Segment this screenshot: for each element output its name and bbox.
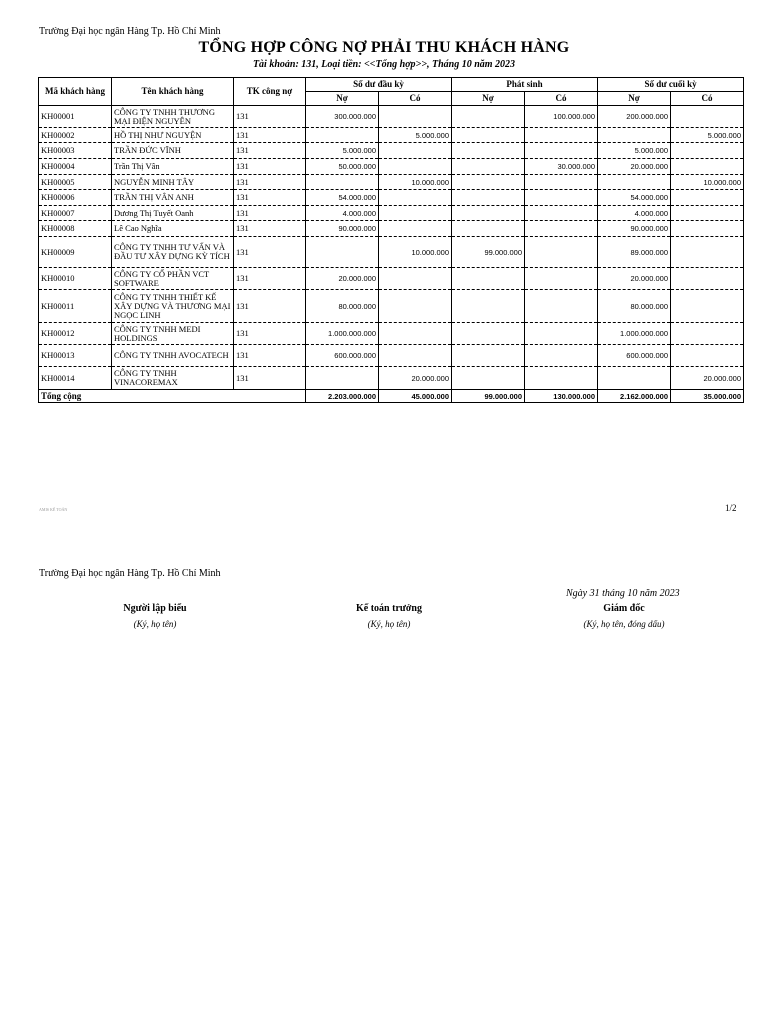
cell-account: 131 xyxy=(234,345,306,367)
cell-open-credit xyxy=(379,323,452,345)
cell-name: CÔNG TY TNHH THƯƠNG MẠI ĐIỆN NGUYÊN xyxy=(112,106,234,128)
cell-account: 131 xyxy=(234,128,306,143)
cell-code: KH00003 xyxy=(39,143,112,159)
cell-mv-debit xyxy=(452,221,525,237)
cell-close-debit: 80.000.000 xyxy=(598,290,671,323)
cell-close-credit xyxy=(671,206,744,221)
cell-mv-credit: 30.000.000 xyxy=(525,159,598,175)
table-row xyxy=(39,128,744,143)
cell-name: Dương Thị Tuyết Oanh xyxy=(112,206,234,221)
cell-mv-debit xyxy=(452,367,525,390)
cell-mv-debit xyxy=(452,323,525,345)
cell-open-credit: 10.000.000 xyxy=(379,237,452,268)
cell-code: KH00012 xyxy=(39,323,112,345)
cell-code: KH00010 xyxy=(39,268,112,290)
cell-open-debit: 54.000.000 xyxy=(306,190,379,206)
cell-mv-debit: 99.000.000 xyxy=(452,237,525,268)
cell-mv-debit xyxy=(452,206,525,221)
total-open-credit: 45.000.000 xyxy=(379,390,452,403)
organization-name: Trường Đại học ngân Hàng Tp. Hồ Chí Minh xyxy=(39,26,221,37)
cell-open-debit: 600.000.000 xyxy=(306,345,379,367)
table-row xyxy=(39,175,744,190)
cell-account: 131 xyxy=(234,221,306,237)
cell-close-credit xyxy=(671,143,744,159)
cell-open-debit: 300.000.000 xyxy=(306,106,379,128)
cell-account: 131 xyxy=(234,367,306,390)
header-customer-name: Tên khách hàng xyxy=(112,78,234,106)
cell-mv-debit xyxy=(452,143,525,159)
cell-open-debit xyxy=(306,128,379,143)
signer-hint: (Ký, họ tên) xyxy=(367,619,411,629)
cell-close-credit: 10.000.000 xyxy=(671,175,744,190)
report-date: Ngày 31 tháng 10 năm 2023 xyxy=(566,588,680,599)
cell-name: NGUYỄN MINH TÂY xyxy=(112,175,234,190)
signer-role: Kế toán trưởng xyxy=(356,603,422,614)
cell-close-credit: 20.000.000 xyxy=(671,367,744,390)
table-row xyxy=(39,323,744,345)
cell-open-credit xyxy=(379,106,452,128)
header-movement-credit: Có xyxy=(525,92,598,106)
cell-open-credit: 20.000.000 xyxy=(379,367,452,390)
cell-open-debit xyxy=(306,237,379,268)
cell-code: KH00014 xyxy=(39,367,112,390)
cell-name: CÔNG TY TNHH VINACOREMAX xyxy=(112,367,234,390)
cell-open-debit: 80.000.000 xyxy=(306,290,379,323)
signature-chief-accountant xyxy=(289,603,489,629)
cell-code: KH00002 xyxy=(39,128,112,143)
cell-open-credit: 5.000.000 xyxy=(379,128,452,143)
cell-close-credit xyxy=(671,159,744,175)
cell-mv-debit xyxy=(452,128,525,143)
cell-account: 131 xyxy=(234,106,306,128)
cell-mv-debit xyxy=(452,175,525,190)
table-row xyxy=(39,106,744,128)
cell-mv-credit xyxy=(525,143,598,159)
report-subtitle: Tài khoản: 131, Loại tiền: <<Tổng hợp>>, Tháng 10 năm 2023 xyxy=(252,59,516,70)
cell-mv-credit: 100.000.000 xyxy=(525,106,598,128)
table-row xyxy=(39,221,744,237)
total-row xyxy=(39,390,744,403)
cell-open-debit: 20.000.000 xyxy=(306,268,379,290)
cell-code: KH00009 xyxy=(39,237,112,268)
cell-close-debit: 200.000.000 xyxy=(598,106,671,128)
page-number: 1/2 xyxy=(725,503,737,513)
cell-mv-credit xyxy=(525,237,598,268)
cell-code: KH00004 xyxy=(39,159,112,175)
header-closing-credit: Có xyxy=(671,92,744,106)
total-open-debit: 2.203.000.000 xyxy=(306,390,379,403)
cell-account: 131 xyxy=(234,175,306,190)
footer-organization-name: Trường Đại học ngân Hàng Tp. Hồ Chí Minh xyxy=(39,568,221,579)
cell-mv-debit xyxy=(452,159,525,175)
signature-preparer xyxy=(55,603,255,629)
cell-open-credit xyxy=(379,345,452,367)
table-row xyxy=(39,159,744,175)
cell-close-credit: 5.000.000 xyxy=(671,128,744,143)
cell-close-credit xyxy=(671,190,744,206)
total-label: Tổng cộng xyxy=(39,390,306,403)
cell-open-credit xyxy=(379,290,452,323)
cell-close-debit xyxy=(598,128,671,143)
cell-mv-credit xyxy=(525,190,598,206)
cell-open-credit xyxy=(379,206,452,221)
cell-name: CÔNG TY TNHH THIẾT KẾ XÂY DỰNG VÀ THƯƠNG MẠI NGỌC LINH xyxy=(112,290,234,323)
cell-mv-debit xyxy=(452,268,525,290)
table-row xyxy=(39,206,744,221)
cell-code: KH00011 xyxy=(39,290,112,323)
header-customer-code: Mã khách hàng xyxy=(39,78,112,106)
table-row xyxy=(39,367,744,390)
cell-code: KH00001 xyxy=(39,106,112,128)
cell-close-debit: 4.000.000 xyxy=(598,206,671,221)
cell-account: 131 xyxy=(234,268,306,290)
cell-close-credit xyxy=(671,290,744,323)
header-movement-debit: Nợ xyxy=(452,92,525,106)
cell-account: 131 xyxy=(234,159,306,175)
cell-open-credit xyxy=(379,190,452,206)
cell-close-debit: 20.000.000 xyxy=(598,159,671,175)
cell-account: 131 xyxy=(234,206,306,221)
cell-close-credit xyxy=(671,221,744,237)
cell-code: KH00007 xyxy=(39,206,112,221)
cell-name: HỒ THỊ NHƯ NGUYỆN xyxy=(112,128,234,143)
report-title: TỔNG HỢP CÔNG NỢ PHẢI THU KHÁCH HÀNG xyxy=(198,39,570,56)
cell-code: KH00008 xyxy=(39,221,112,237)
cell-close-debit xyxy=(598,367,671,390)
cell-close-debit: 5.000.000 xyxy=(598,143,671,159)
cell-mv-debit xyxy=(452,106,525,128)
cell-close-credit xyxy=(671,237,744,268)
cell-mv-debit xyxy=(452,190,525,206)
table-row xyxy=(39,143,744,159)
header-opening-debit: Nợ xyxy=(306,92,379,106)
cell-code: KH00005 xyxy=(39,175,112,190)
cell-open-debit: 1.000.000.000 xyxy=(306,323,379,345)
cell-mv-debit xyxy=(452,345,525,367)
cell-mv-credit xyxy=(525,323,598,345)
cell-open-debit xyxy=(306,175,379,190)
cell-mv-credit xyxy=(525,206,598,221)
cell-mv-credit xyxy=(525,290,598,323)
cell-mv-credit xyxy=(525,268,598,290)
signer-role: Người lập biểu xyxy=(123,603,187,614)
header-opening-credit: Có xyxy=(379,92,452,106)
cell-close-credit xyxy=(671,106,744,128)
cell-close-debit xyxy=(598,175,671,190)
cell-close-credit xyxy=(671,268,744,290)
signer-hint: (Ký, họ tên, đóng dấu) xyxy=(583,619,665,629)
cell-name: CÔNG TY TNHH AVOCATECH xyxy=(112,345,234,367)
table-row xyxy=(39,268,744,290)
cell-close-credit xyxy=(671,323,744,345)
cell-open-debit: 4.000.000 xyxy=(306,206,379,221)
cell-name: CÔNG TY TNHH TƯ VẤN VÀ ĐẦU TƯ XÂY DỰNG KỲ TÍCH xyxy=(112,237,234,268)
cell-code: KH00013 xyxy=(39,345,112,367)
cell-name: CÔNG TY TNHH MEDI HOLDINGS xyxy=(112,323,234,345)
cell-close-debit: 54.000.000 xyxy=(598,190,671,206)
cell-open-debit: 50.000.000 xyxy=(306,159,379,175)
cell-name: Lê Cao Nghĩa xyxy=(112,221,234,237)
signer-role: Giám đốc xyxy=(603,603,645,614)
cell-close-debit: 600.000.000 xyxy=(598,345,671,367)
cell-account: 131 xyxy=(234,190,306,206)
cell-name: TRẦN THỊ VÂN ANH xyxy=(112,190,234,206)
cell-name: CÔNG TY CỔ PHẦN VCT SOFTWARE xyxy=(112,268,234,290)
cell-mv-credit xyxy=(525,128,598,143)
cell-close-credit xyxy=(671,345,744,367)
cell-mv-debit xyxy=(452,290,525,323)
cell-mv-credit xyxy=(525,345,598,367)
header-movement: Phát sinh xyxy=(452,78,598,92)
cell-code: KH00006 xyxy=(39,190,112,206)
table-row xyxy=(39,237,744,268)
cell-open-credit xyxy=(379,143,452,159)
header-closing-debit: Nợ xyxy=(598,92,671,106)
cell-mv-credit xyxy=(525,221,598,237)
table-row xyxy=(39,290,744,323)
cell-open-debit: 90.000.000 xyxy=(306,221,379,237)
total-close-credit: 35.000.000 xyxy=(671,390,744,403)
cell-mv-credit xyxy=(525,367,598,390)
total-close-debit: 2.162.000.000 xyxy=(598,390,671,403)
header-opening-balance: Số dư đầu kỳ xyxy=(306,78,452,92)
signature-director xyxy=(524,603,724,629)
cell-close-debit: 20.000.000 xyxy=(598,268,671,290)
cell-open-credit xyxy=(379,159,452,175)
table-row xyxy=(39,345,744,367)
cell-account: 131 xyxy=(234,290,306,323)
cell-open-debit: 5.000.000 xyxy=(306,143,379,159)
cell-account: 131 xyxy=(234,237,306,268)
cell-mv-credit xyxy=(525,175,598,190)
cell-name: Trần Thị Vân xyxy=(112,159,234,175)
software-note: AMIS KẾ TOÁN xyxy=(39,507,68,512)
receivables-table xyxy=(38,77,744,403)
cell-account: 131 xyxy=(234,323,306,345)
signer-hint: (Ký, họ tên) xyxy=(133,619,177,629)
cell-open-credit: 10.000.000 xyxy=(379,175,452,190)
total-mv-debit: 99.000.000 xyxy=(452,390,525,403)
cell-open-credit xyxy=(379,268,452,290)
cell-close-debit: 90.000.000 xyxy=(598,221,671,237)
cell-open-debit xyxy=(306,367,379,390)
table-body xyxy=(39,106,744,403)
header-closing-balance: Số dư cuối kỳ xyxy=(598,78,744,92)
table-row xyxy=(39,190,744,206)
cell-open-credit xyxy=(379,221,452,237)
cell-account: 131 xyxy=(234,143,306,159)
header-account: TK công nợ xyxy=(234,78,306,106)
cell-close-debit: 89.000.000 xyxy=(598,237,671,268)
cell-close-debit: 1.000.000.000 xyxy=(598,323,671,345)
total-mv-credit: 130.000.000 xyxy=(525,390,598,403)
cell-name: TRẦN ĐỨC VĨNH xyxy=(112,143,234,159)
